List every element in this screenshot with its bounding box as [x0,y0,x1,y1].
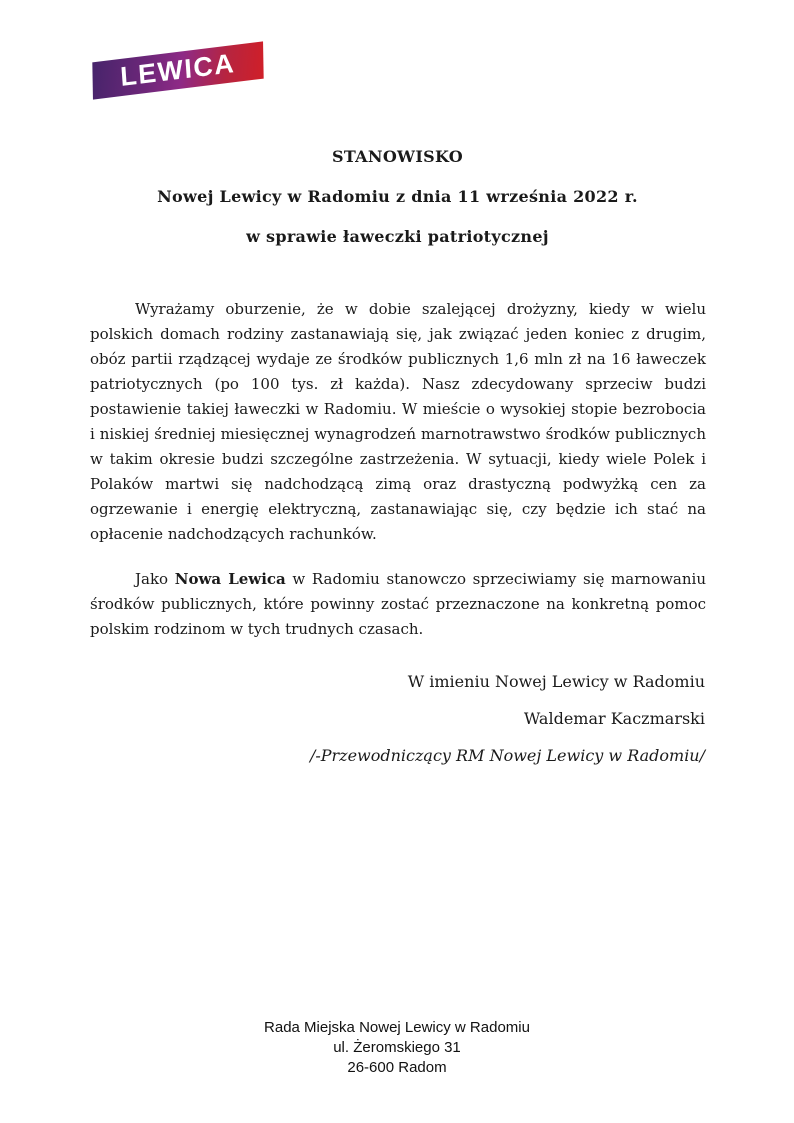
signature-name: Waldemar Kaczmarski [523,709,705,728]
paragraph-2-prefix: Jako [135,570,175,588]
footer-street: ul. Żeromskiego 31 [333,1039,461,1056]
footer-city: 26-600 Radom [347,1059,447,1076]
paragraph-2 [90,567,706,642]
footer-address [0,1018,794,1078]
lewica-logo [92,41,263,99]
signature-on-behalf: W imieniu Nowej Lewicy w Radomiu [407,672,705,691]
document-title: STANOWISKO [332,147,463,166]
signature-role: /-Przewodniczący RM Nowej Lewicy w Radomiu/ [309,746,705,765]
document-body [90,297,706,642]
paragraph-2-bold-party-name: Nowa Lewica [174,570,286,588]
document-subject: w sprawie ławeczki patriotycznej [246,227,549,246]
paragraph-2-suffix: w Radomiu stanowczo sprzeciwiamy się marnowaniu środków publicznych, które powinny zostać przeznaczone na konkretną pomoc polskim rodzinom w tych trudnych czasach. [90,570,706,638]
document-subtitle: Nowej Lewicy w Radomiu z dnia 11 września 2022 r. [157,187,638,206]
signature-block [310,663,705,774]
lewica-logo-text: LEWICA [119,47,237,93]
paragraph-1: Wyrażamy oburzenie, że w dobie szalejącej drożyzny, kiedy w wielu polskich domach rodziny zastanawiają się, jak związać jeden koniec z drugim, obóz partii rządzącej wydaje ze środków publicznych 1,6 mln zł na 16 ławeczek patriotycznych (po 100 tys. zł każda). Nasz zdecydowany sprzeciw budzi postawienie takiej ławeczki w Radomiu. W mieście o wysokiej stopie bezrobocia i niskiej średniej miesięcznej wynagrodzeń marnotrawstwo środków publicznych w takim okresie budzi szczególne zastrzeżenia. W sytuacji, kiedy wiele Polek i Polaków martwi się nadchodzącą zimą oraz drastyczną podwyżką cen za ogrzewanie i energię elektryczną, zastanawiając się, czy będzie ich stać na opłacenie nadchodzących rachunków. [90,300,706,543]
footer-organization: Rada Miejska Nowej Lewicy w Radomiu [264,1019,530,1036]
